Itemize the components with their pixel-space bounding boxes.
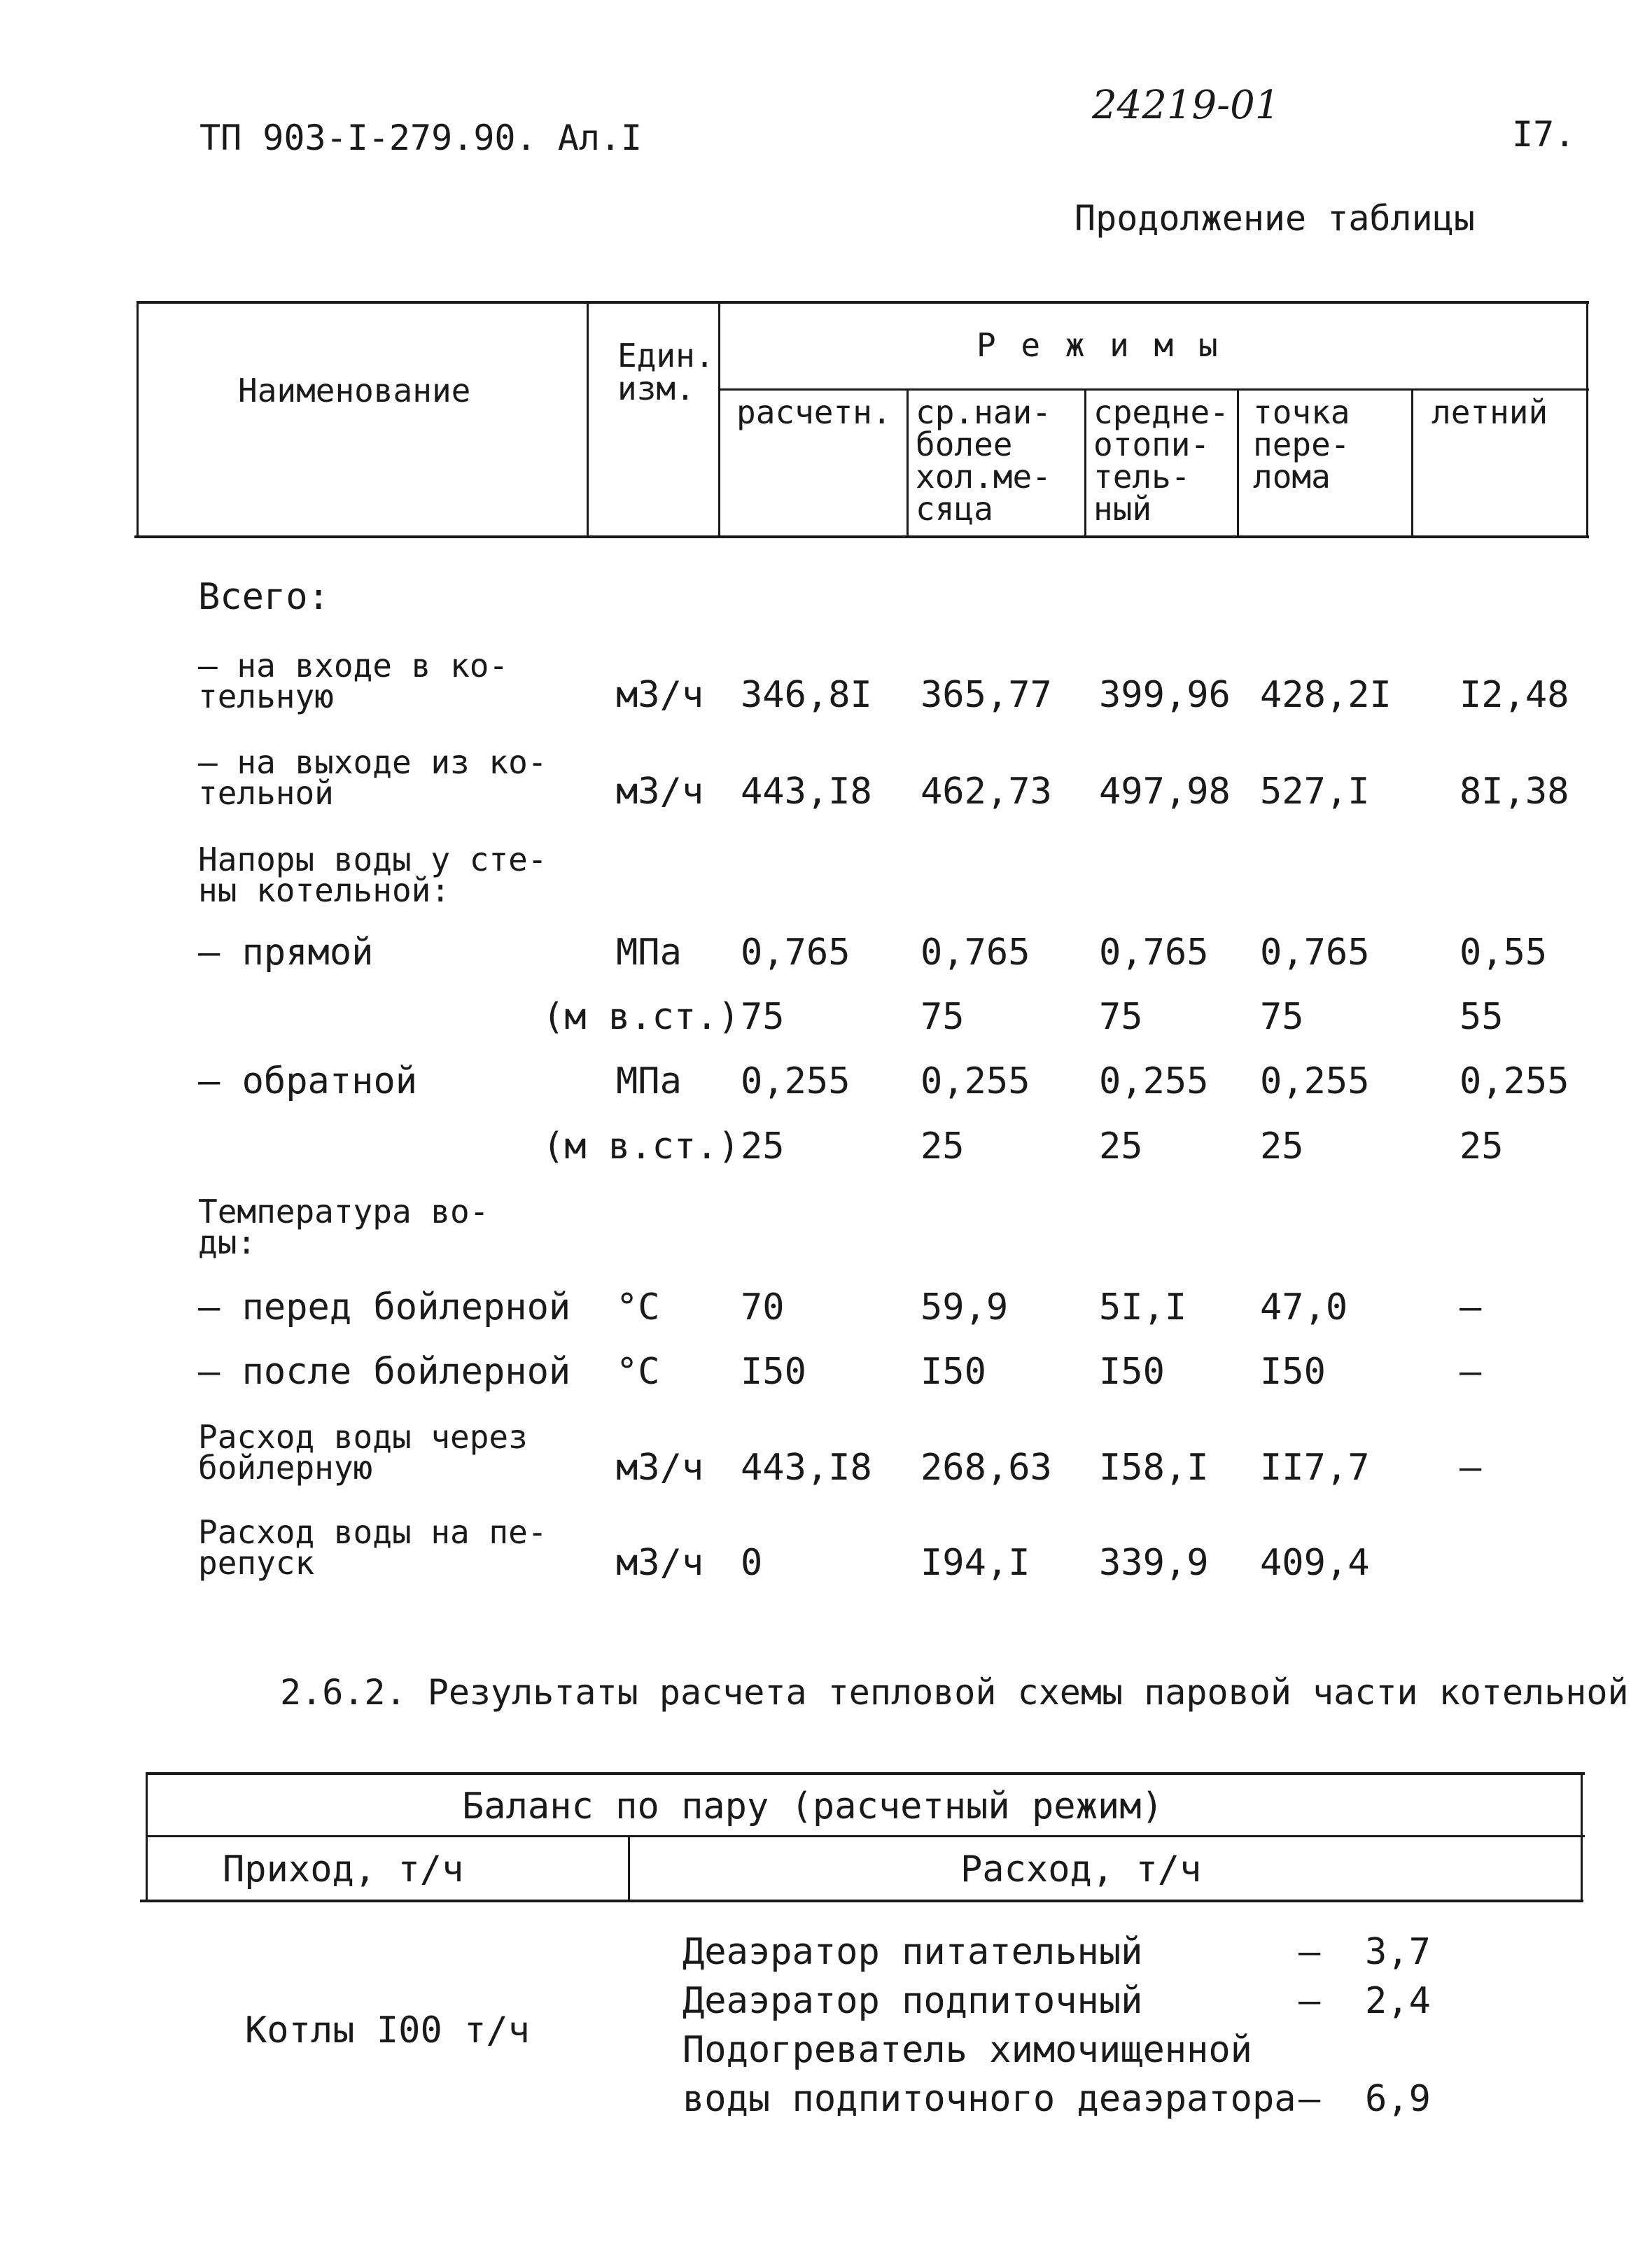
- table-cell: 462,73: [920, 771, 1052, 813]
- table-cell: 0,765: [1099, 932, 1209, 974]
- table-cell: 75: [1099, 996, 1143, 1038]
- document-code: ТП 903-I-279.90. Ал.I: [200, 118, 643, 158]
- row-label: Напоры воды у сте-: [198, 841, 547, 878]
- list-item: Деаэратор подпиточный: [682, 1980, 1143, 2022]
- table-cell: –: [1460, 1286, 1482, 1328]
- row-label: ны котельной:: [198, 871, 451, 909]
- table-cell: 25: [1460, 1125, 1504, 1167]
- list-item-dash: –: [1298, 2078, 1321, 2120]
- table-cell: 0,255: [1460, 1060, 1569, 1102]
- table-cell: 75: [741, 996, 785, 1038]
- table-cell: 443,I8: [741, 1447, 872, 1489]
- mode-break-line: лома: [1253, 458, 1331, 496]
- income-item: Котлы I00 т/ч: [245, 2009, 530, 2051]
- table-cell: 70: [741, 1286, 785, 1328]
- list-item: Подогреватель химочищенной: [682, 2029, 1252, 2071]
- table-cell: 59,9: [920, 1286, 1009, 1328]
- table-cell: 339,9: [1099, 1542, 1209, 1584]
- row-label: Расход воды через: [198, 1418, 528, 1456]
- table-cell: 365,77: [920, 674, 1052, 716]
- list-item: Деаэратор питательный: [682, 1931, 1143, 1973]
- table-cell: 268,63: [920, 1447, 1052, 1489]
- row-unit: °С: [616, 1351, 660, 1393]
- row-unit: м3/ч: [616, 1542, 704, 1584]
- row-unit: (м в.ст.): [542, 1125, 740, 1167]
- table-cell: 0,765: [1260, 932, 1370, 974]
- column-header-unit-line2: изм.: [617, 370, 695, 407]
- row-label: Температура во-: [198, 1193, 489, 1230]
- row-label: – на входе в ко-: [198, 647, 509, 685]
- mode-coldest-line: сяца: [916, 490, 993, 528]
- mode-design: расчетн.: [736, 393, 892, 431]
- row-unit: (м в.ст.): [542, 996, 740, 1038]
- table-cell: 0,765: [920, 932, 1030, 974]
- table-cell: 25: [741, 1125, 785, 1167]
- table-cell: 346,8I: [741, 674, 872, 716]
- table-cell: 0,255: [1099, 1060, 1209, 1102]
- page-number: I7.: [1512, 114, 1576, 155]
- list-item-value: 3,7: [1365, 1931, 1431, 1973]
- row-label: бойлерную: [198, 1449, 373, 1487]
- row-unit: м3/ч: [616, 674, 704, 716]
- table-cell: 0,765: [741, 932, 850, 974]
- row-label: – прямой: [198, 932, 374, 974]
- modes-title: Р е ж и м ы: [976, 326, 1221, 364]
- row-label: Расход воды на пе-: [198, 1513, 547, 1551]
- row-label: тельной: [198, 774, 334, 812]
- list-item-value: 2,4: [1365, 1980, 1431, 2022]
- row-label: ды:: [198, 1223, 257, 1261]
- table-cell: I94,I: [920, 1542, 1030, 1584]
- table-cell: I2,48: [1460, 674, 1569, 716]
- table-cell: I50: [920, 1351, 986, 1393]
- row-label: – после бойлерной: [198, 1351, 571, 1393]
- table-cell: I58,I: [1099, 1447, 1209, 1489]
- table-cell: 25: [1099, 1125, 1143, 1167]
- list-item-dash: –: [1298, 1931, 1321, 1973]
- row-label: репуск: [198, 1544, 315, 1582]
- mode-average-line: средне-: [1093, 393, 1229, 431]
- list-item-value: 6,9: [1365, 2078, 1431, 2120]
- mode-average-line: тель-: [1093, 458, 1191, 496]
- table-cell: 0,255: [1260, 1060, 1370, 1102]
- row-label: Всего:: [198, 576, 330, 618]
- list-item: воды подпиточного деаэратора: [682, 2078, 1296, 2120]
- table-cell: 8I,38: [1460, 771, 1569, 813]
- table-cell: 399,96: [1099, 674, 1231, 716]
- column-header-unit-line1: Един.: [617, 337, 715, 374]
- column-header-expense: Расход, т/ч: [960, 1848, 1202, 1890]
- table2-title: Баланс по пару (расчетный режим): [462, 1785, 1163, 1827]
- list-item-dash: –: [1298, 1980, 1321, 2022]
- table-cell: 0: [741, 1542, 763, 1584]
- row-unit: МПа: [616, 1060, 682, 1102]
- mode-break-line: пере-: [1253, 426, 1350, 463]
- table-cell: –: [1460, 1351, 1482, 1393]
- table-cell: 55: [1460, 996, 1504, 1038]
- mode-coldest-line: более: [916, 426, 1013, 463]
- row-unit: м3/ч: [616, 771, 704, 813]
- mode-summer: летний: [1432, 393, 1548, 431]
- table-cell: 0,255: [741, 1060, 850, 1102]
- table-cell: 527,I: [1260, 771, 1370, 813]
- table-cell: I50: [1099, 1351, 1165, 1393]
- table-cell: I50: [1260, 1351, 1326, 1393]
- handwritten-number: 24219-01: [1092, 83, 1280, 128]
- table-cell: 497,98: [1099, 771, 1231, 813]
- table-cell: 0,255: [920, 1060, 1030, 1102]
- mode-coldest-line: ср.наи-: [916, 393, 1051, 431]
- table-cell: 428,2I: [1260, 674, 1392, 716]
- table-cell: 409,4: [1260, 1542, 1370, 1584]
- table-cell: 25: [920, 1125, 965, 1167]
- section-title: 2.6.2. Результаты расчета тепловой схемы паровой части котельной: [280, 1672, 1629, 1713]
- table-cell: 75: [1260, 996, 1304, 1038]
- table-cell: 0,55: [1460, 932, 1548, 974]
- mode-average-line: отопи-: [1093, 426, 1210, 463]
- table-cell: 47,0: [1260, 1286, 1348, 1328]
- row-label: – на выходе из ко-: [198, 743, 547, 781]
- row-label: – перед бойлерной: [198, 1286, 571, 1328]
- column-header-name: Наименование: [238, 372, 471, 409]
- row-label: – обратной: [198, 1060, 418, 1102]
- row-unit: °С: [616, 1286, 660, 1328]
- table-cell: 443,I8: [741, 771, 872, 813]
- continuation-label: Продолжение таблицы: [1074, 198, 1475, 239]
- mode-break-line: точка: [1253, 393, 1350, 431]
- column-header-income: Приход, т/ч: [223, 1848, 464, 1890]
- row-unit: м3/ч: [616, 1447, 704, 1489]
- mode-coldest-line: хол.ме-: [916, 458, 1051, 496]
- row-unit: МПа: [616, 932, 682, 974]
- table-cell: –: [1460, 1447, 1482, 1489]
- table-cell: I50: [741, 1351, 806, 1393]
- row-label: тельную: [198, 678, 334, 715]
- table-cell: II7,7: [1260, 1447, 1370, 1489]
- table-cell: 25: [1260, 1125, 1304, 1167]
- table-cell: 75: [920, 996, 965, 1038]
- mode-average-line: ный: [1093, 490, 1152, 528]
- table-cell: 5I,I: [1099, 1286, 1187, 1328]
